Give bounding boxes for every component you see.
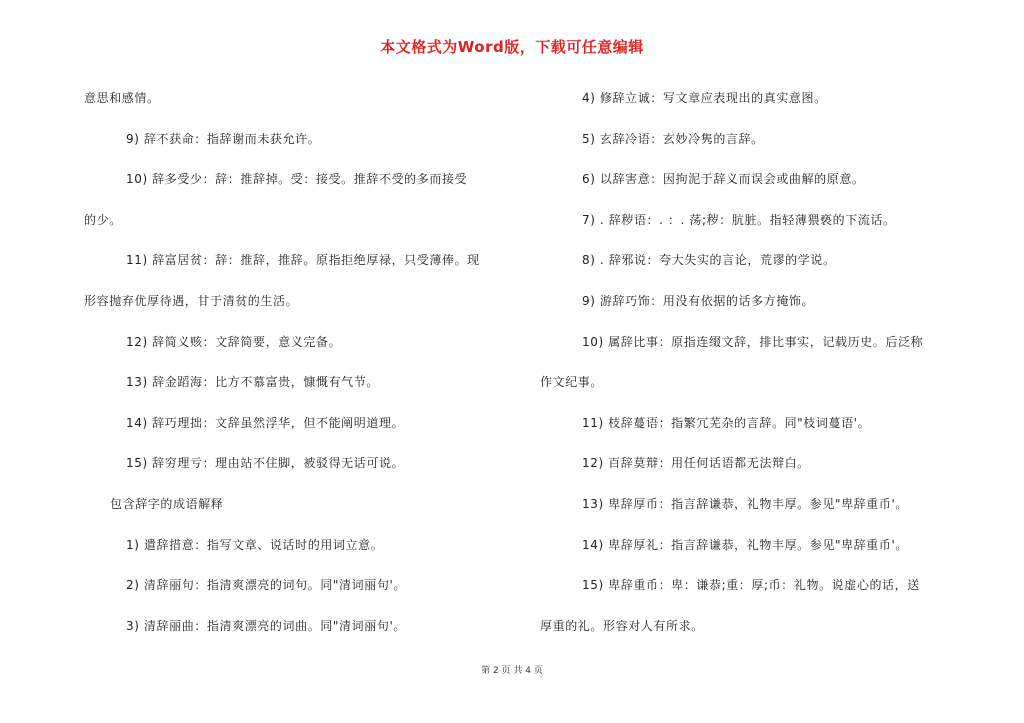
left-column-line: 2) 清辞丽句：指清爽漂亮的词句。同"清词丽句'。 xyxy=(126,578,406,593)
right-column-line: 11) 枝辞蔓语：指繁冗芜杂的言辞。同"枝词蔓语'。 xyxy=(582,415,871,430)
right-column-line: 厚重的礼。形容对人有所求。 xyxy=(540,618,704,633)
left-column-line: 14) 辞巧理拙：文辞虽然浮华，但不能阐明道理。 xyxy=(126,415,405,430)
left-column-line: 形容抛弃优厚待遇，甘于清贫的生活。 xyxy=(84,293,299,308)
left-column-line: 9) 辞不获命：指辞谢而未获允许。 xyxy=(126,131,321,146)
left-column-line: 12) 辞简义赅：文辞简要，意义完备。 xyxy=(126,334,342,349)
right-column-line: 12) 百辞莫辩：用任何话语都无法辩白。 xyxy=(582,456,810,471)
left-column-line: 包含辞字的成语解释 xyxy=(110,496,224,511)
left-column-line: 意思和感情。 xyxy=(84,91,160,105)
left-column xyxy=(84,78,509,646)
left-column-line: 15) 辞穷理亏：理由站不住脚，被驳得无话可说。 xyxy=(126,456,405,471)
document-banner: 本文格式为Word版，下载可任意编辑 xyxy=(380,38,644,56)
right-column-line: 5) 玄辞冷语：玄妙冷隽的言辞。 xyxy=(582,131,764,146)
right-column-line: 4) 修辞立诚：写文章应表现出的真实意图。 xyxy=(582,91,827,105)
right-column-line: 6) 以辞害意：因拘泥于辞义而误会或曲解的原意。 xyxy=(582,172,865,187)
right-column-line: 9) 游辞巧饰：用没有依据的话多方掩饰。 xyxy=(582,293,815,308)
right-column-line: 13) 卑辞厚币：指言辞谦恭，礼物丰厚。参见"卑辞重币'。 xyxy=(582,496,908,511)
left-column-line: 3) 清辞丽曲：指清爽漂亮的词曲。同"清词丽句'。 xyxy=(126,618,406,633)
left-column-line: 13) 辞金蹈海：比方不慕富贵，慷慨有气节。 xyxy=(126,375,379,390)
left-column-line: 11) 辞富居贫：辞：推辞，推辞。原指拒绝厚禄，只受薄俸。现 xyxy=(126,253,480,268)
page-footer: 第 2 页 共 4 页 xyxy=(481,666,543,676)
right-column-line: 14) 卑辞厚礼：指言辞谦恭，礼物丰厚。参见"卑辞重币'。 xyxy=(582,537,908,552)
right-column-line: 15) 卑辞重币：卑：谦恭;重：厚;币：礼物。说虚心的话，送 xyxy=(582,578,920,593)
left-column-line: 1) 遣辞措意：指写文章、说话时的用词立意。 xyxy=(126,537,384,552)
right-column-line: 10) 属辞比事：原指连缀文辞，排比事实，记载历史。后泛称 xyxy=(582,334,924,349)
left-column-line: 10) 辞多受少：辞：推辞掉。受：接受。推辞不受的多而接受 xyxy=(126,172,468,187)
left-column-line: 的少。 xyxy=(84,212,122,227)
right-column xyxy=(540,78,960,646)
right-column-line: 8) . 辞邪说：夸大失实的言论，荒谬的学说。 xyxy=(582,253,836,268)
right-column-line: 作文纪事。 xyxy=(540,375,604,390)
right-column-line: 7) . 辞秽语：. ：. 荡;秽：肮脏。指轻薄猥亵的下流话。 xyxy=(582,212,896,227)
